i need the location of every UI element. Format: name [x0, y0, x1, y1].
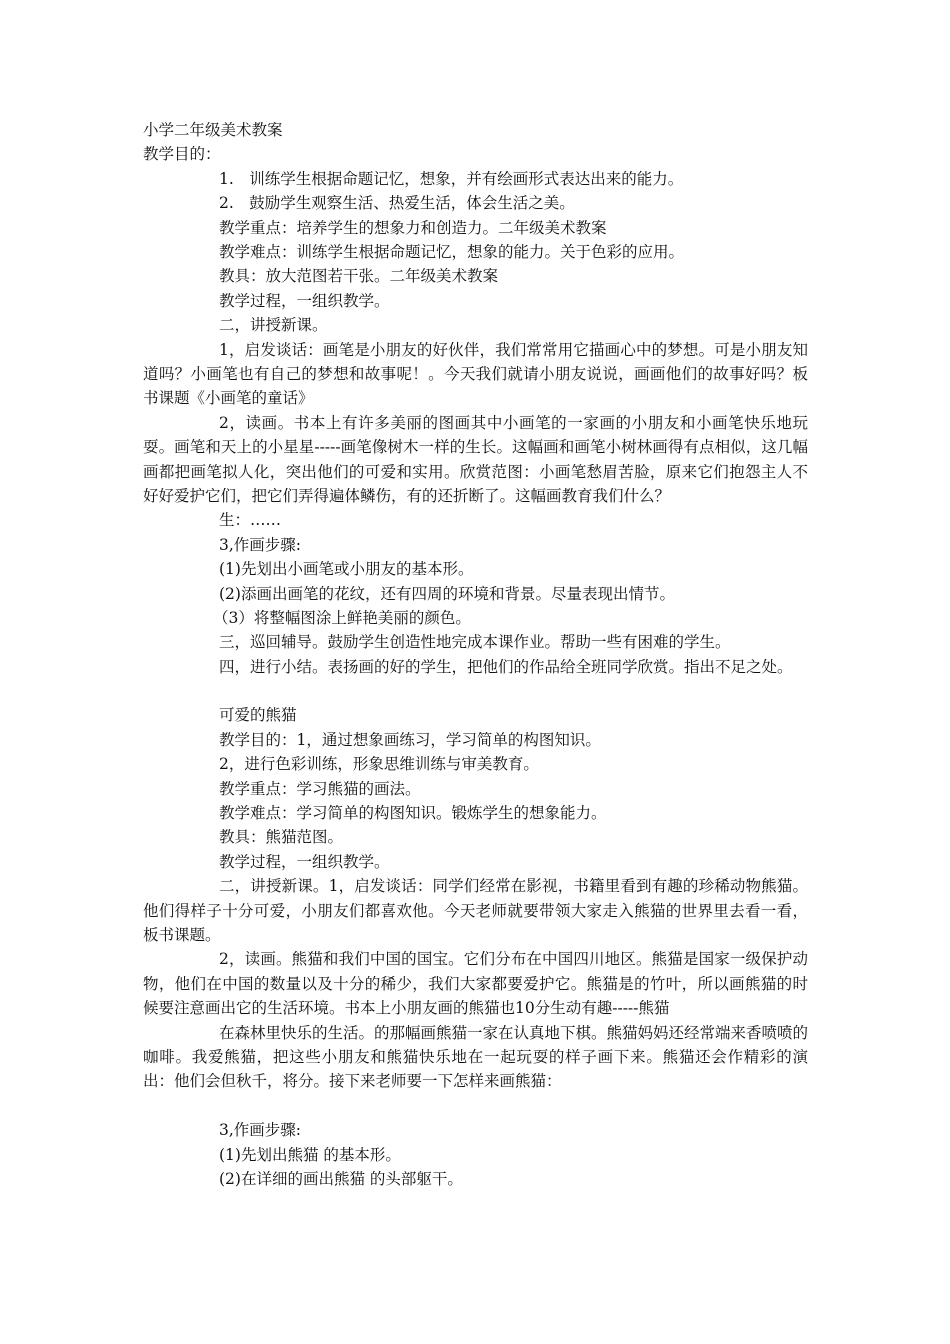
- lesson2-goal-1: 教学目的：1，通过想象画练习，学习简单的构图知识。: [219, 730, 601, 749]
- section-spacer: [143, 679, 808, 703]
- lesson1-student: 生：……: [219, 511, 282, 530]
- lesson1-steps-3: （3）将整幅图涂上鲜艳美丽的颜色。: [213, 608, 471, 627]
- lesson2-forest-paragraph: 在森林里快乐的生活。的那幅画熊猫一家在认真地下棋。熊猫妈妈还经常端来香喷喷的咖啡。我爱熊猫，把这些小朋友和熊猫快乐地在一起玩耍的样子画下来。熊猫还会作精彩的演出：他们会但秋千，将分。接下来老师要一下怎样来画熊猫：: [143, 1023, 809, 1091]
- lesson1-tutoring: 三，巡回辅导。鼓励学生创造性地完成本课作业。帮助一些有困难的学生。: [219, 633, 731, 652]
- lesson2-key-point: 教学重点：学习熊猫的画法。: [219, 779, 421, 798]
- lesson1-goal-1: 1. 训练学生根据命题记忆，想象，并有绘画形式表达出来的能力。: [219, 169, 684, 188]
- lesson1-summary: 四，进行小结。表扬画的好的学生，把他们的作品给全班同学欣赏。指出不足之处。: [219, 657, 793, 676]
- lesson1-steps-1: (1)先划出小画笔或小朋友的基本形。: [219, 560, 474, 579]
- lesson1-reading-paragraph: 2，读画。书本上有许多美丽的图画其中小画笔的一家画的小朋友和小画笔快乐地玩耍。画笔和天上的小星星-----画笔像树木一样的生长。这幅画和画笔小树林画得有点相似，这几幅画都把画笔拟人化，突出他们的可爱和实用。欣赏范图：小画笔愁眉苦脸，原来它们抱怨主人不好好爱护它们，把它们弄得遍体鳞伤，有的还折断了。这幅画教育我们什么？: [143, 413, 808, 505]
- lesson1-goal-2: 2. 鼓励学生观察生活、热爱生活，体会生活之美。: [219, 194, 575, 213]
- lesson1-process: 教学过程，一组织教学。: [219, 291, 390, 310]
- lesson2-title: 可爱的熊猫: [219, 706, 297, 725]
- lesson2-tools: 教具：熊猫范图。: [219, 828, 344, 847]
- lesson1-title: 小学二年级美术教案: [143, 121, 283, 139]
- lesson1-key-point: 教学重点：培养学生的想象力和创造力。二年级美术教案: [219, 218, 607, 237]
- lesson1-steps-heading: 3,作画步骤:: [219, 535, 302, 554]
- lesson2-talk-paragraph: 二，讲授新课。1，启发谈话：同学们经常在影视，书籍里看到有趣的珍稀动物熊猫。他们得样子十分可爱，小朋友们都喜欢他。今天老师就要带领大家走入熊猫的世界里去看一看，板书课题。: [143, 877, 808, 945]
- document-page: [143, 118, 808, 1191]
- lesson2-difficulty: 教学难点：学习简单的构图知识。锻炼学生的想象能力。: [219, 804, 607, 823]
- lesson2-process: 教学过程，一组织教学。: [219, 852, 390, 871]
- lesson1-talk-paragraph: 1，启发谈话：画笔是小朋友的好伙伴，我们常常用它描画心中的梦想。可是小朋友知道吗？小画笔也有自己的梦想和故事呢！。今天我们就请小朋友说说，画画他们的故事好吗？板书课题《小画笔的童话》: [143, 340, 808, 408]
- lesson2-steps-2: (2)在详细的画出熊猫 的头部躯干。: [219, 1170, 463, 1189]
- steps-spacer: [143, 1094, 808, 1118]
- lesson2-reading-paragraph: 2，读画。熊猫和我们中国的国宝。它们分布在中国四川地区。熊猫是国家一级保护动物，他们在中国的数量以及十分的稀少，我们大家都要爱护它。熊猫是的竹叶，所以画熊猫的时候要注意画出它的生活环境。书本上小朋友画的熊猫也10分生动有趣-----熊猫: [143, 950, 808, 1018]
- lesson1-tools: 教具：放大范图若干张。二年级美术教案: [219, 267, 499, 286]
- lesson2-steps-1: (1)先划出熊猫 的基本形。: [219, 1145, 401, 1164]
- lesson1-difficulty: 教学难点：训练学生根据命题记忆，想象的能力。关于色彩的应用。: [219, 242, 685, 261]
- lesson2-steps-heading: 3,作画步骤:: [219, 1121, 302, 1140]
- lesson2-goal-2: 2，进行色彩训练，形象思维训练与审美教育。: [219, 755, 539, 774]
- lesson1-step2: 二，讲授新课。: [219, 316, 328, 335]
- lesson1-steps-2: (2)添画出画笔的花纹，还有四周的环境和背景。尽量表现出情节。: [219, 584, 675, 603]
- lesson1-goal-heading: 教学目的：: [143, 145, 221, 164]
